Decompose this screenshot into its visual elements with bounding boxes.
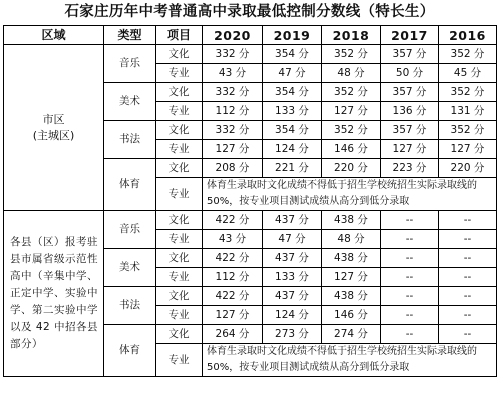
score-cell: 112 分: [203, 268, 263, 287]
item-major: 专业: [156, 268, 203, 287]
table-row: [4, 211, 497, 230]
item-major: 专业: [156, 230, 203, 249]
score-cell: 352 分: [439, 83, 497, 102]
score-cell: 437 分: [263, 211, 322, 230]
type-music: 音乐: [104, 45, 156, 83]
score-table: [3, 25, 497, 377]
item-culture: 文化: [156, 83, 203, 102]
item-major: 专业: [156, 64, 203, 83]
score-cell: 352 分: [439, 121, 497, 140]
score-cell: --: [381, 230, 439, 249]
score-cell: 127 分: [203, 140, 263, 159]
score-cell: 352 分: [322, 83, 381, 102]
score-cell: 357 分: [381, 83, 439, 102]
region-city: 市区 (主城区): [4, 45, 104, 211]
score-cell: 357 分: [381, 45, 439, 64]
type-music: 音乐: [104, 211, 156, 249]
score-cell: 133 分: [263, 268, 322, 287]
score-cell: 127 分: [439, 140, 497, 159]
type-sports: 体育: [104, 325, 156, 377]
score-cell: 437 分: [263, 287, 322, 306]
score-cell: 221 分: [263, 159, 322, 178]
type-calligraphy: 书法: [104, 287, 156, 325]
score-cell: 223 分: [381, 159, 439, 178]
type-sports: 体育: [104, 159, 156, 211]
score-cell: --: [381, 325, 439, 344]
score-cell: 208 分: [203, 159, 263, 178]
score-cell: --: [439, 268, 497, 287]
score-cell: 133 分: [263, 102, 322, 121]
score-cell: 50 分: [381, 64, 439, 83]
score-cell: 124 分: [263, 140, 322, 159]
header-row: [4, 26, 497, 45]
table-row: [4, 45, 497, 64]
score-cell: --: [381, 249, 439, 268]
item-major: 专业: [156, 140, 203, 159]
header-type: 类型: [104, 26, 156, 45]
score-cell: 127 分: [322, 102, 381, 121]
score-cell: 136 分: [381, 102, 439, 121]
score-cell: 48 分: [322, 230, 381, 249]
score-cell: 273 分: [263, 325, 322, 344]
score-cell: 220 分: [439, 159, 497, 178]
score-cell: 47 分: [263, 230, 322, 249]
score-cell: 264 分: [203, 325, 263, 344]
item-culture: 文化: [156, 159, 203, 178]
score-cell: --: [439, 230, 497, 249]
score-cell: 438 分: [322, 211, 381, 230]
score-cell: 352 分: [322, 45, 381, 64]
score-cell: 127 分: [203, 306, 263, 325]
item-major: 专业: [156, 178, 203, 211]
score-cell: 422 分: [203, 287, 263, 306]
score-cell: --: [381, 287, 439, 306]
item-culture: 文化: [156, 211, 203, 230]
header-region: 区域: [4, 26, 104, 45]
score-cell: 131 分: [439, 102, 497, 121]
score-cell: 332 分: [203, 83, 263, 102]
header-year: 2016: [439, 26, 497, 45]
score-cell: 437 分: [263, 249, 322, 268]
score-cell: 274 分: [322, 325, 381, 344]
score-cell: --: [381, 306, 439, 325]
item-culture: 文化: [156, 249, 203, 268]
score-cell: 422 分: [203, 249, 263, 268]
score-cell: 146 分: [322, 140, 381, 159]
item-culture: 文化: [156, 325, 203, 344]
type-art: 美术: [104, 249, 156, 287]
score-cell: 45 分: [439, 64, 497, 83]
type-art: 美术: [104, 83, 156, 121]
score-cell: 352 分: [322, 121, 381, 140]
item-culture: 文化: [156, 287, 203, 306]
score-cell: 127 分: [322, 268, 381, 287]
score-cell: 438 分: [322, 287, 381, 306]
score-cell: 112 分: [203, 102, 263, 121]
item-major: 专业: [156, 306, 203, 325]
score-cell: 354 分: [263, 121, 322, 140]
score-cell: 146 分: [322, 306, 381, 325]
score-cell: 332 分: [203, 121, 263, 140]
score-cell: --: [439, 325, 497, 344]
score-cell: --: [439, 306, 497, 325]
score-cell: --: [381, 268, 439, 287]
score-cell: 220 分: [322, 159, 381, 178]
score-cell: 354 分: [263, 83, 322, 102]
item-major: 专业: [156, 344, 203, 377]
score-cell: 127 分: [381, 140, 439, 159]
score-cell: 43 分: [203, 230, 263, 249]
sports-major-note: 体育生录取时文化成绩不得低于招生学校统招生实际录取线的 50%，按专业项目测试成绩从高分到低分录取: [203, 344, 497, 377]
score-cell: 47 分: [263, 64, 322, 83]
score-cell: 43 分: [203, 64, 263, 83]
table-title: 石家庄历年中考普通高中录取最低控制分数线（特长生）: [64, 4, 435, 20]
item-major: 专业: [156, 102, 203, 121]
score-cell: 438 分: [322, 249, 381, 268]
score-cell: 124 分: [263, 306, 322, 325]
region-county: 各县（区）报考驻县市属省级示范性高中（辛集中学、正定中学、实验中学、第二实验中学以及 42 中招各县部分）: [4, 211, 104, 377]
header-item: 项目: [156, 26, 203, 45]
score-cell: 48 分: [322, 64, 381, 83]
header-year: 2020: [203, 26, 263, 45]
score-cell: --: [439, 211, 497, 230]
score-cell: 422 分: [203, 211, 263, 230]
header-year: 2019: [263, 26, 322, 45]
sports-major-note: 体育生录取时文化成绩不得低于招生学校统招生实际录取线的 50%，按专业项目测试成绩从高分到低分录取: [203, 178, 497, 211]
score-cell: 354 分: [263, 45, 322, 64]
score-cell: --: [439, 287, 497, 306]
score-cell: 332 分: [203, 45, 263, 64]
score-cell: --: [439, 249, 497, 268]
score-cell: 352 分: [439, 45, 497, 64]
type-calligraphy: 书法: [104, 121, 156, 159]
score-cell: 357 分: [381, 121, 439, 140]
item-culture: 文化: [156, 45, 203, 64]
header-year: 2017: [381, 26, 439, 45]
score-cell: --: [381, 211, 439, 230]
header-year: 2018: [322, 26, 381, 45]
item-culture: 文化: [156, 121, 203, 140]
